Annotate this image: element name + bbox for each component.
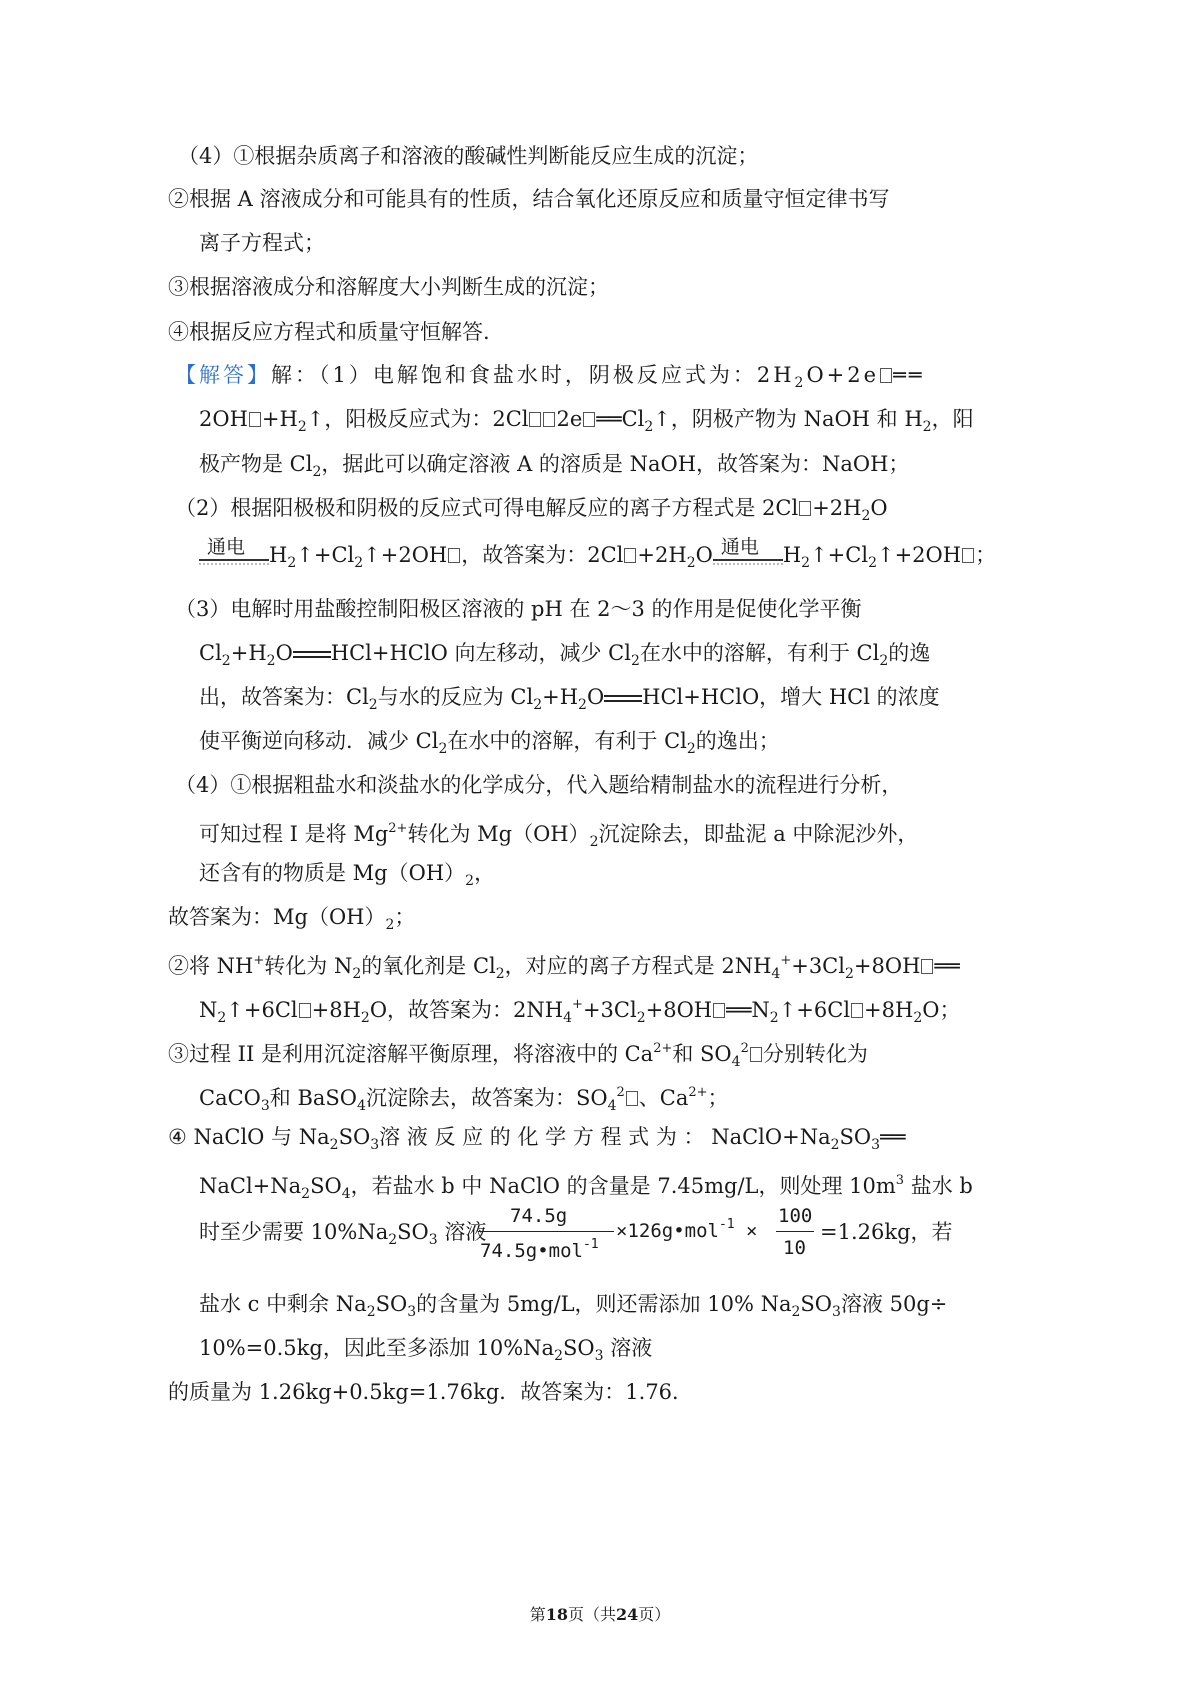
reversible-arrow — [604, 681, 642, 713]
answer-part2-line-1: （2）根据阳极极和阴极的反应式可得电解反应的离子方程式是 $2Cl +2H_2O$ — [175, 496, 888, 524]
answer-part4-4-line-4: 盐水 c 中剩余 $Na_2SO_3$的含量为 5mg/L，则还需添加 10% $Na_2SO_3$溶液 50g÷ — [199, 1292, 948, 1320]
fraction-1-numerator: 74.5g — [510, 1205, 568, 1227]
answer-part4-4-line-5: 10%=0.5kg，因此至多添加 $10\%Na_2SO_3$ 溶液 — [199, 1336, 653, 1364]
electrolysis-arrow: 通电 — [199, 539, 269, 571]
answer-line-1: 【解答】解：（1）电解饱和食盐水时，阴极反应式为：$2H_2O+2e$ ══ — [175, 363, 925, 391]
answer-part4-4-line-3: 时至少需要 $10\%Na_2SO_3$ 溶液 — [199, 1220, 487, 1248]
analysis-line-4-1: （4）①根据杂质离子和溶液的酸碱性判断能反应生成的沉淀； — [178, 144, 759, 168]
page-number: 18 — [545, 1605, 568, 1624]
analysis-line-4-2: ②根据 A 溶液成分和可能具有的性质，结合氧化还原反应和质量守恒定律书写 — [168, 187, 890, 211]
analysis-line-4-2-cont: 离子方程式； — [199, 231, 325, 255]
analysis-line-4-4: ④根据反应方程式和质量守恒解答. — [168, 320, 490, 344]
answer-line-2: $2OH +H_2↑$，阳极反应式为：2Cl 2e $══Cl_2↑$，阴极产物为 NaOH 和 $H_2$，阳 — [199, 407, 974, 435]
answer-part3-line-4: 使平衡逆向移动．减少 $Cl_2$在水中的溶解，有利于 $Cl_2$的逸出； — [199, 729, 780, 757]
answer-part4-4-line-6: 的质量为 1.26kg+0.5kg=1.76kg．故答案为：1.76． — [168, 1380, 694, 1404]
answer-part4-4-line-1: ④ NaClO 与 $Na_2SO_3$溶 液 反 应 的 化 学 方 程 式 为 ： $NaClO+Na_2SO_3══$ — [168, 1125, 906, 1153]
analysis-line-4-3: ③根据溶液成分和溶解度大小判断生成的沉淀； — [168, 275, 609, 299]
fraction-1-denominator: 74.5g•mol$^{-1}$ — [480, 1237, 599, 1262]
answer-part3-line-1: （3）电解时用盐酸控制阳极区溶液的 pH 在 2～3 的作用是促使化学平衡 — [175, 597, 862, 621]
answer-part4-line-2: 可知过程 I 是将 $Mg^{2+}$转化为 $Mg(OH)_2$沉淀除去，即盐泥 a 中除泥沙外， — [199, 821, 919, 850]
answer-part4-4-line-2: $NaCl+Na_2SO_4$，若盐水 b 中 NaClO 的含量是 7.45mg/L，则处理 $10m^3$ 盐水 b — [199, 1173, 973, 1202]
answer-part3-line-3: 出，故答案为：$Cl_2$与水的反应为 $Cl_2+H_2O$ HCl+HClO，增大 HCl 的浓度 — [199, 681, 940, 721]
answer-tag: 【解答】 — [175, 363, 271, 387]
fraction-result: =1.26kg，若 — [820, 1220, 953, 1244]
answer-part4-3-line-2: CaCO$_3$和 BaSO$_4$沉淀除去，故答案为：$SO_4^2$ 、$Ca^{2+}$； — [199, 1085, 729, 1114]
answer-part4-2-line-2: $N_2↑+6Cl +8H_2O$，故答案为：$2NH_4^++3Cl_2+8OH$ $══N_2↑+6Cl +8H_2O$； — [199, 997, 961, 1026]
fraction-2-numerator: 100 — [778, 1205, 813, 1227]
answer-part4-line-3: 还含有的物质是 $Mg(OH)_2$， — [199, 861, 496, 889]
answer-part3-line-2: $Cl_2+H_2O$ HCl+HClO 向左移动，减少 $Cl_2$在水中的溶解，有利于 $Cl_2$的逸 — [199, 637, 930, 677]
answer-part2-line-2: 通电 $H_2↑+Cl_2↑+2OH$ ，故答案为：$2Cl +2H_2O$ 通电 $H_2↑+Cl_2↑+2OH$ ； — [199, 539, 996, 579]
answer-part4-line-1: （4）①根据粗盐水和淡盐水的化学成分，代入题给精制盐水的流程进行分析， — [175, 773, 903, 797]
page-footer: 第18页（共24页） — [529, 1605, 671, 1624]
total-pages: 24 — [616, 1605, 639, 1624]
answer-part4-2-line-1: ②将 NH+转化为 $N_2$的氧化剂是 $Cl_2$，对应的离子方程式是 $2NH_4^++3Cl_2+8OH$ ══ — [168, 953, 960, 982]
answer-part4-3-line-1: ③过程 II 是利用沉淀溶解平衡原理，将溶液中的 $Ca^{2+}$和 $SO_4^2$ 分别转化为 — [168, 1041, 868, 1070]
fraction-multiplier: ×126g•mol$^{-1}$ × — [616, 1217, 758, 1242]
reversible-arrow — [293, 637, 331, 669]
fraction-2-denominator: 10 — [783, 1237, 806, 1259]
answer-part4-line-4: 故答案为：$Mg(OH)_2$； — [168, 905, 416, 933]
electrolysis-arrow: 通电 — [713, 539, 783, 571]
answer-line-3: 极产物是 $Cl_2$，据此可以确定溶液 A 的溶质是 NaOH，故答案为：NaOH； — [199, 452, 910, 480]
